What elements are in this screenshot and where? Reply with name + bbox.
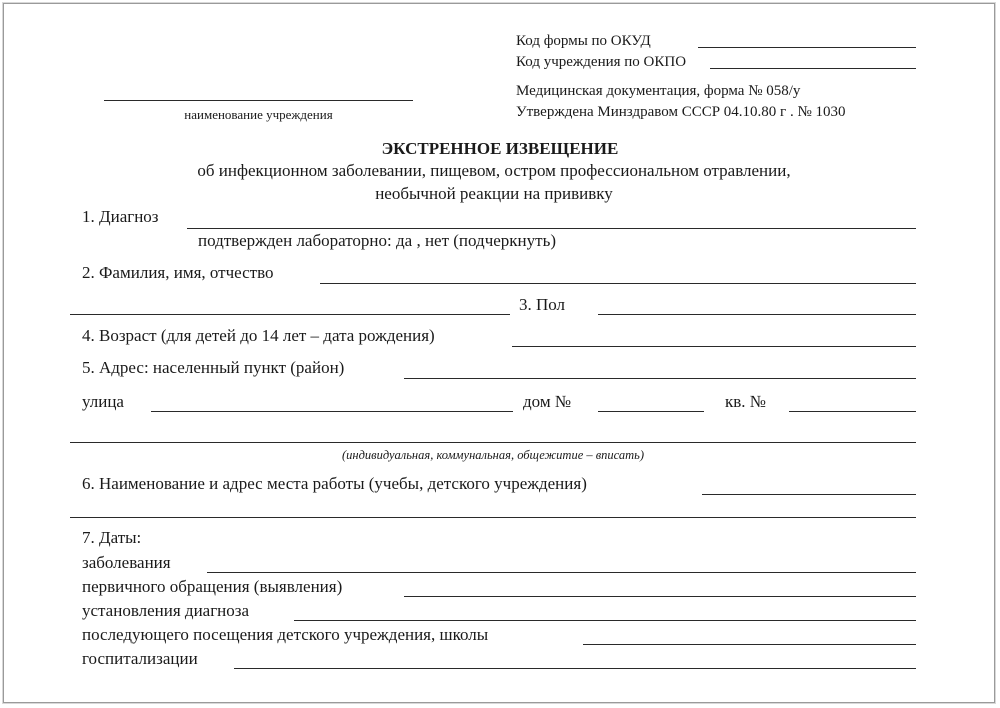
okud-label: Код формы по ОКУД [516,33,651,49]
fullname-label: 2. Фамилия, имя, отчество [82,263,274,282]
house-field[interactable] [598,411,704,412]
diagnosis-field[interactable] [187,228,916,229]
hospital-field[interactable] [234,668,916,669]
disease-date-label: заболевания [82,553,171,572]
disease-date-field[interactable] [207,572,916,573]
form-subtitle-2: необычной реакции на прививку [375,184,613,203]
dates-label: 7. Даты: [82,528,142,547]
apt-field[interactable] [789,411,916,412]
first-visit-field[interactable] [404,596,916,597]
street-label: улица [82,392,124,411]
house-label: дом № [523,392,572,411]
fullname-field-2[interactable] [70,314,510,315]
lab-confirmed-text: подтвержден лабораторно: да , нет (подчеркнуть) [198,231,556,250]
workplace-field-2[interactable] [70,517,916,518]
address-field[interactable] [404,378,916,379]
med-doc-text: Медицинская документация, форма № 058/у [516,83,801,99]
last-visit-label: последующего посещения детского учреждения, школы [82,625,489,644]
fullname-field[interactable] [320,283,916,284]
workplace-label: 6. Наименование и адрес места работы (учебы, детского учреждения) [82,474,587,493]
approved-text: Утверждена Минздравом СССР 04.10.80 г . № 1030 [516,104,846,120]
age-field[interactable] [512,346,916,347]
form-title: ЭКСТРЕННОЕ ИЗВЕЩЕНИЕ [381,139,619,158]
okud-field[interactable] [698,47,916,48]
workplace-field[interactable] [702,494,916,495]
institution-caption: наименование учреждения [184,107,333,122]
first-visit-label: первичного обращения (выявления) [82,577,343,596]
diagnosis-label: 1. Диагноз [82,207,159,226]
sex-field[interactable] [598,314,916,315]
age-label: 4. Возраст (для детей до 14 лет – дата рождения) [82,326,435,345]
apt-label: кв. № [725,392,767,411]
street-field[interactable] [151,411,513,412]
dwelling-field[interactable] [70,442,916,443]
address-label: 5. Адрес: населенный пункт (район) [82,358,345,377]
diag-set-label: установления диагноза [82,601,250,620]
sex-label: 3. Пол [519,295,566,314]
institution-field[interactable] [104,100,413,101]
okpo-field[interactable] [710,68,916,69]
last-visit-field[interactable] [583,644,916,645]
okpo-label: Код учреждения по ОКПО [516,54,687,70]
dwelling-note: (индивидуальная, коммунальная, общежитие – вписать) [341,448,645,462]
diag-set-field[interactable] [294,620,916,621]
form-subtitle-1: об инфекционном заболевании, пищевом, остром профессиональном отравлении, [197,161,791,180]
hospital-label: госпитализации [82,649,198,668]
